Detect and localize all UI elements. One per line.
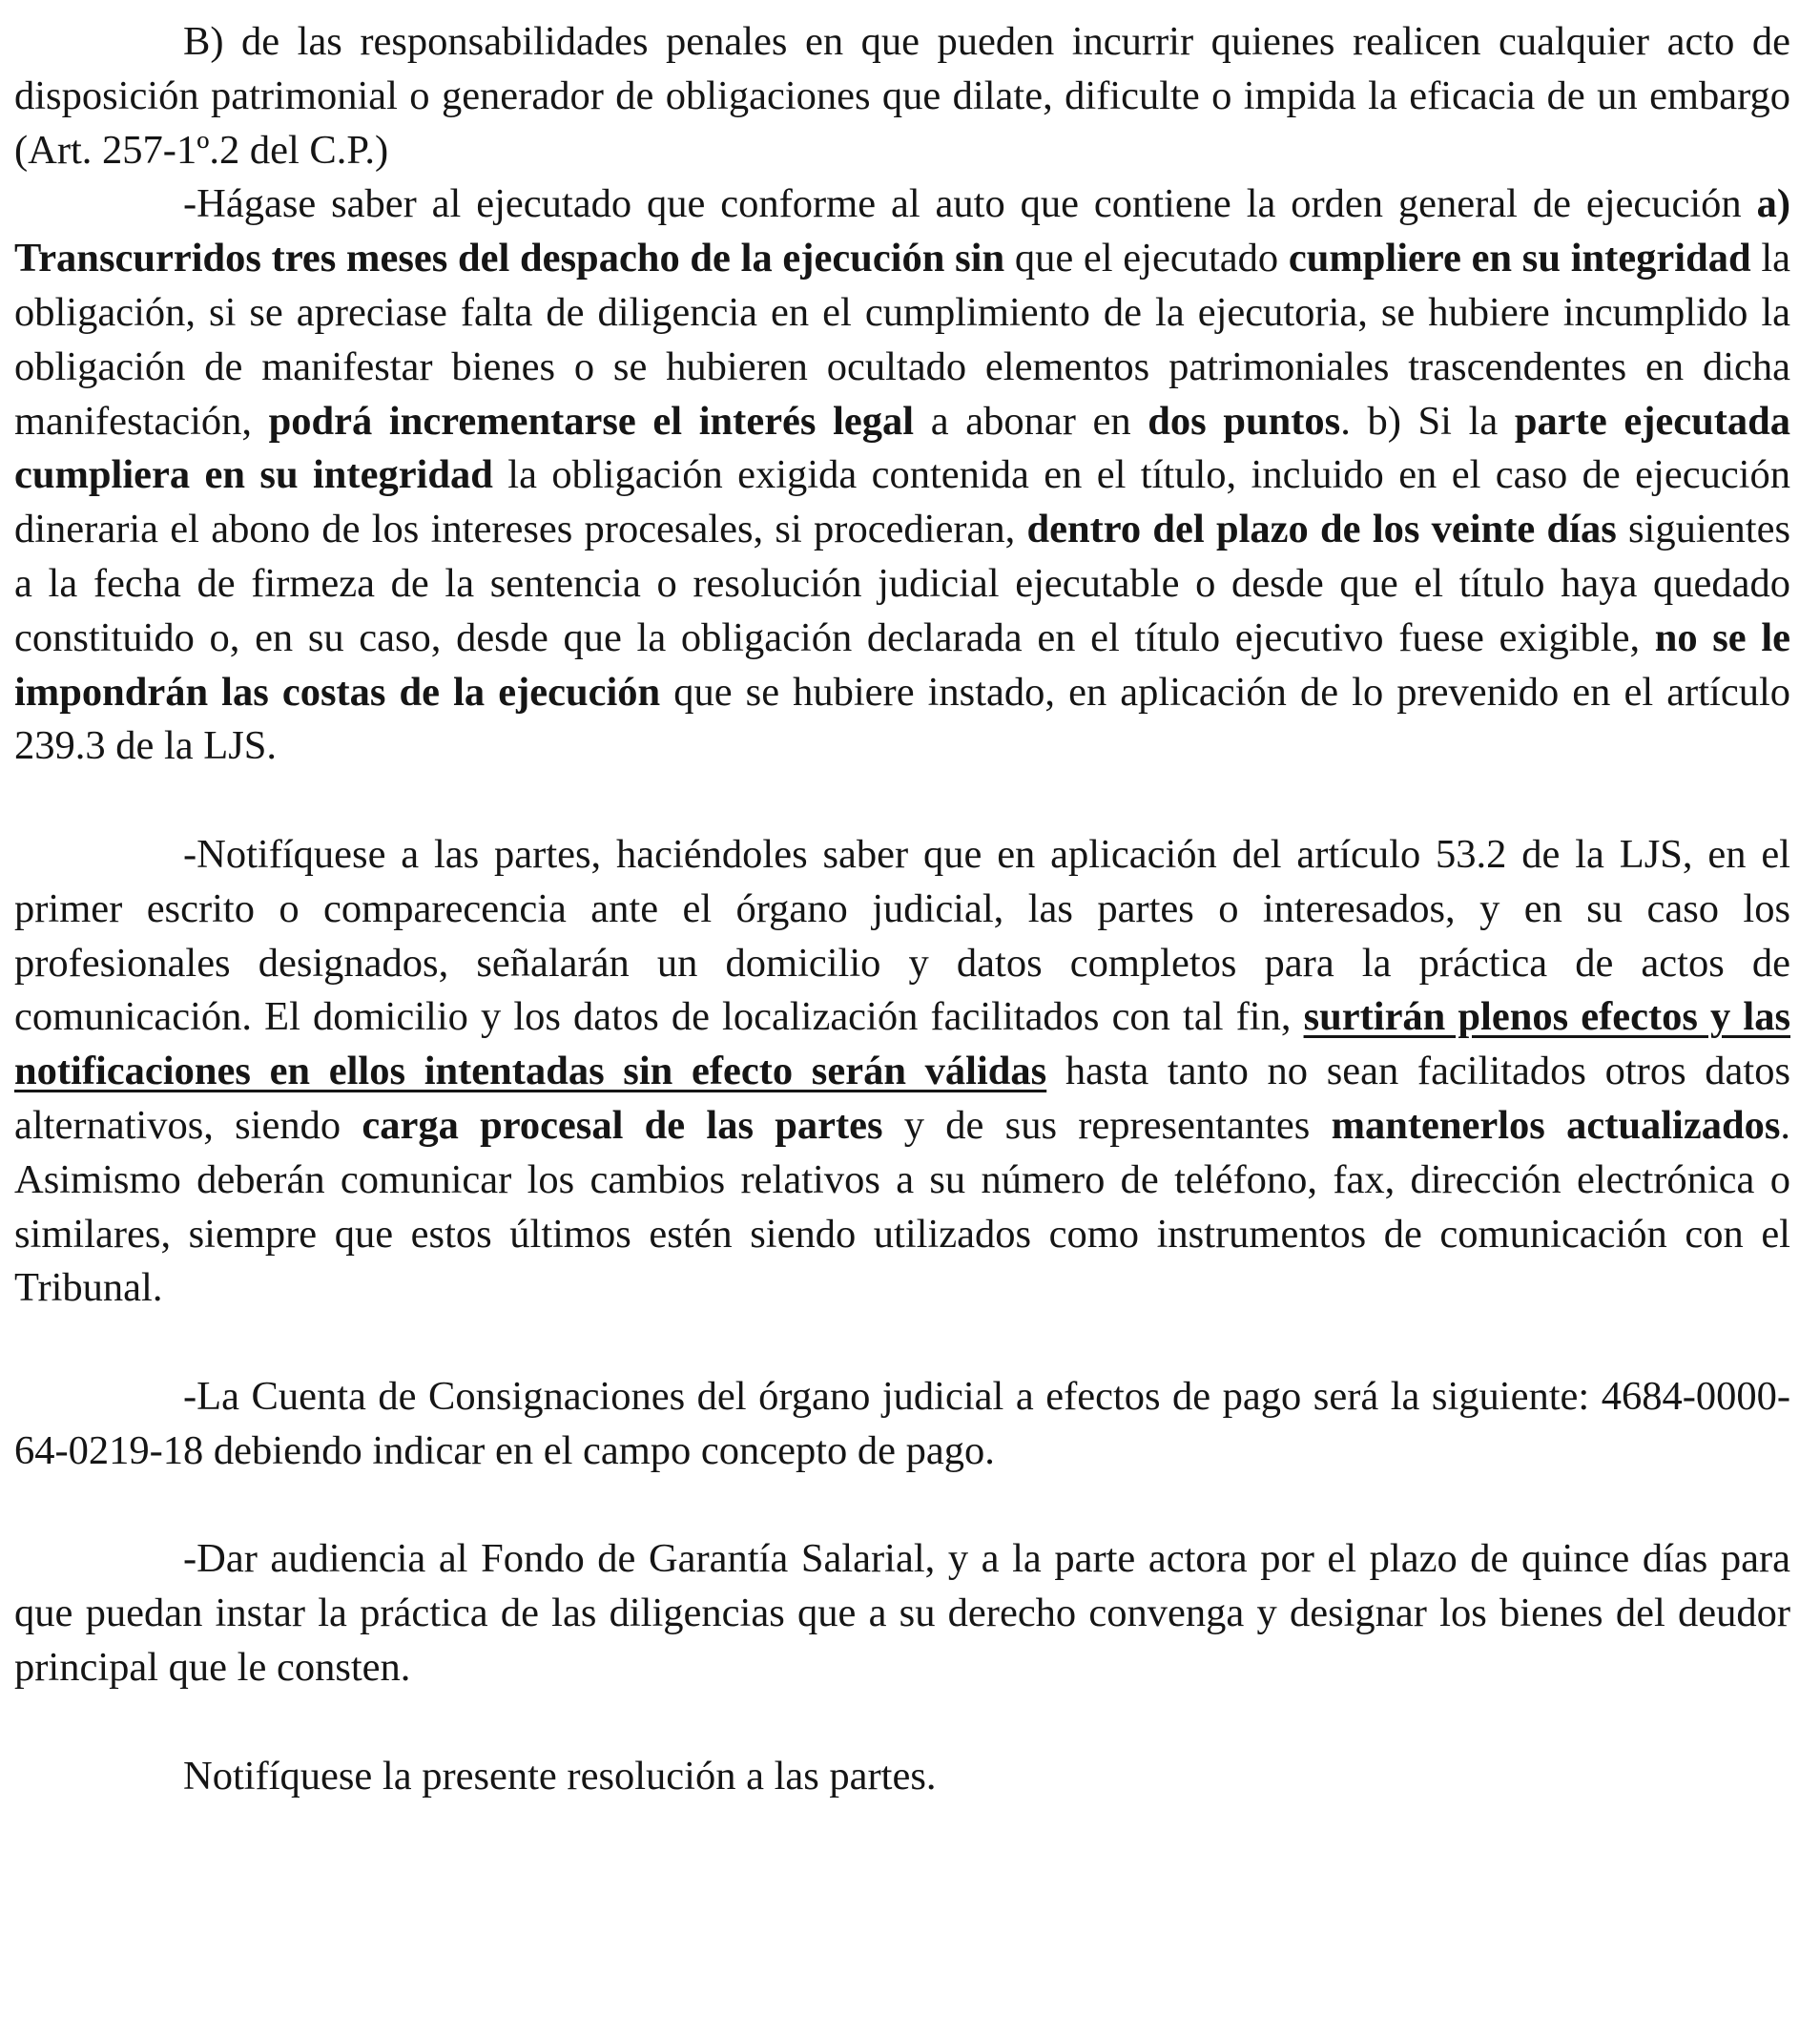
paragraph-execution-notice [14, 177, 1790, 774]
text-run: . Asimismo deberán comunicar los cambios relativos a su número de teléfono, fax, dirección electrónica o similares, siempre que estos últimos estén siendo utilizados como instrumentos de comunicación con el Tribunal. [14, 1102, 1791, 1311]
paragraph-notification-parties [14, 828, 1790, 1316]
bold-run: no se le impondrán las costas de la ejecución [14, 614, 1790, 715]
text-run: . b) Si la [1340, 398, 1515, 444]
text-run: que el ejecutado [1004, 236, 1289, 281]
bold-run: dentro del plazo de los veinte días [1026, 507, 1617, 552]
paragraph-text: -Dar audiencia al Fondo de Garantía Salarial, y a la parte actora por el plazo de quince días para que puedan instar la práctica de las diligencias que a su derecho convenga y designar los bienes del deudor principal que le consten. [14, 1536, 1790, 1690]
bold-run: dos puntos [1148, 398, 1341, 444]
text-run: que se hubiere instado, en aplicación de lo prevenido en el artículo 239.3 de la LJS. [14, 669, 1790, 769]
text-run: a abonar en [914, 398, 1148, 444]
bold-run: podrá incrementarse el interés legal [268, 398, 915, 444]
bold-run: parte ejecutada cumpliera en su integridad [14, 398, 1791, 498]
text-run: -Hágase saber al ejecutado que conforme al auto que contiene la orden general de ejecución [183, 181, 1757, 227]
paragraph-deposit-account [14, 1370, 1790, 1479]
document-page [14, 15, 1790, 1803]
paragraph-criminal-liability [14, 15, 1790, 177]
text-run: -Notifíquese a las partes, haciéndoles saber que en aplicación del artículo 53.2 de la LJS, en el primer escrito o comparecencia ante el órgano judicial, las partes o interesados, y en su caso los profesionales designados, señalarán un domicilio y datos completos para la práctica de actos de comunicación. El domicilio y los datos de localización facilitados con tal fin, [14, 831, 1790, 1040]
text-run: y de sus representantes [882, 1102, 1332, 1148]
text-run: la obligación exigida contenida en el título, incluido en el caso de ejecución dineraria el abono de los intereses procesales, si procedieran, [14, 452, 1790, 552]
bold-run: mantenerlos actualizados [1331, 1102, 1781, 1148]
text-run: la obligación, si se apreciase falta de diligencia en el cumplimiento de la ejecutoria, se hubiere incumplido la obligación de manifestar bienes o se hubieren ocultado elementos patrimoniales trascendentes en dicha manifestación, [14, 236, 1791, 444]
paragraph-text: -La Cuenta de Consignaciones del órgano judicial a efectos de pago será la siguiente: 4684-0000-64-0219-18 debiendo indicar en el campo concepto de pago. [14, 1373, 1790, 1473]
text-run: siguientes a la fecha de firmeza de la sentencia o resolución judicial ejecutable o desde que el título haya quedado constituido o, en su caso, desde que la obligación declarada en el título ejecutivo fuese exigible, [14, 507, 1790, 660]
paragraph-text: B) de las responsabilidades penales en que pueden incurrir quienes realicen cualquier acto de disposición patrimonial o generador de obligaciones que dilate, dificulte o impida la eficacia de un embargo (Art. 257-1º.2 del C.P.) [14, 19, 1790, 173]
bold-run: cumpliere en su integridad [1288, 236, 1751, 281]
underlined-bold-run: surtirán plenos efectos y las notificaciones en ellos intentadas sin efecto serán válidas [14, 994, 1790, 1094]
paragraph-hearing-fogasa [14, 1532, 1790, 1695]
bold-run: carga procesal de las partes [362, 1102, 883, 1148]
text-run: hasta tanto no sean facilitados otros datos alternativos, siendo [14, 1049, 1791, 1148]
bold-run: a) Transcurridos tres meses del despacho de la ejecución sin [14, 181, 1790, 281]
paragraph-text: Notifíquese la presente resolución a las partes. [183, 1753, 937, 1799]
paragraph-closing [14, 1750, 1790, 1804]
